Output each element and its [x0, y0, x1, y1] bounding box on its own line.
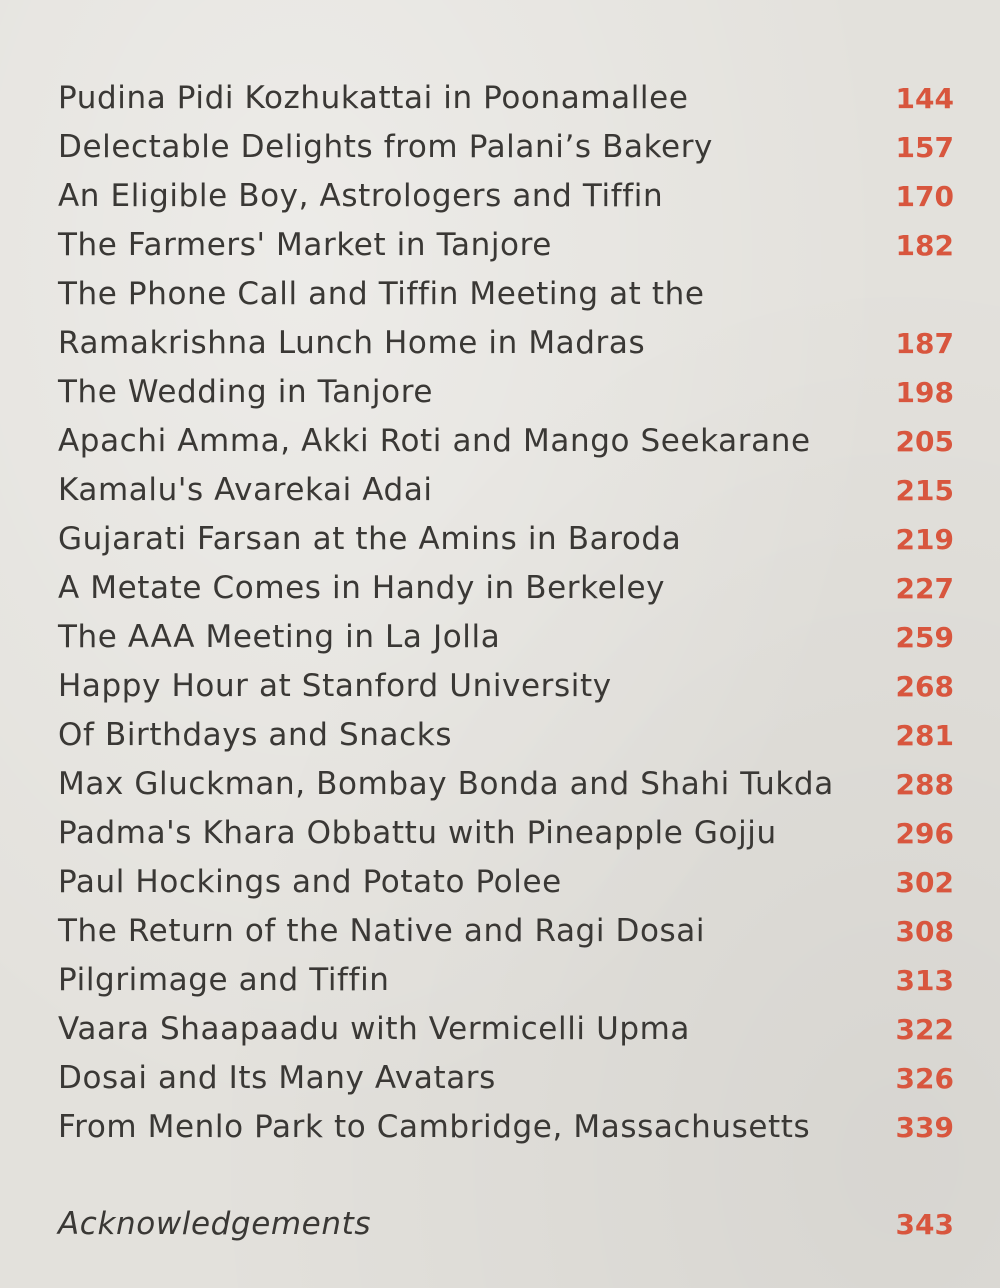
- toc-entry-page: 144: [895, 82, 954, 115]
- toc-entry-title: The Wedding in Tanjore: [58, 374, 434, 410]
- toc-entry-title: From Menlo Park to Cambridge, Massachusetts: [58, 1109, 811, 1145]
- toc-entry-title: Of Birthdays and Snacks: [58, 717, 453, 753]
- toc-entry: [58, 662, 958, 711]
- toc-entry-title: Pudina Pidi Kozhukattai in Poonamallee: [58, 80, 689, 116]
- toc-entry-acknowledgements: [58, 1200, 958, 1249]
- toc-entry-page: 205: [895, 425, 954, 458]
- toc-entry-title: A Metate Comes in Handy in Berkeley: [58, 570, 666, 606]
- toc-entry-page: 268: [895, 670, 954, 703]
- toc-entry: [58, 221, 958, 270]
- toc-entry-page: 281: [895, 719, 954, 752]
- toc-entry-title: Pilgrimage and Tiffin: [58, 962, 390, 998]
- toc-entry: [58, 270, 958, 368]
- table-of-contents: [58, 74, 958, 1249]
- toc-entry-title: The Return of the Native and Ragi Dosai: [58, 913, 706, 949]
- toc-entry-page: 296: [895, 817, 954, 850]
- toc-entry-title: The Phone Call and Tiffin Meeting at the Ramakrishna Lunch Home in Madras: [58, 276, 705, 361]
- toc-entry-page: 198: [895, 376, 954, 409]
- toc-entry: [58, 466, 958, 515]
- toc-entry-page: 187: [895, 327, 954, 360]
- toc-entry-title: An Eligible Boy, Astrologers and Tiffin: [58, 178, 664, 214]
- toc-entry-title: Happy Hour at Stanford University: [58, 668, 612, 704]
- toc-entry: [58, 123, 958, 172]
- toc-entry-page: 227: [895, 572, 954, 605]
- toc-entry: [58, 417, 958, 466]
- toc-entry: [58, 172, 958, 221]
- toc-entry: [58, 368, 958, 417]
- toc-entry-page: 308: [895, 915, 954, 948]
- toc-entry-title: Paul Hockings and Potato Polee: [58, 864, 562, 900]
- toc-entry: [58, 74, 958, 123]
- toc-entry-title: Apachi Amma, Akki Roti and Mango Seekarane: [58, 423, 811, 459]
- toc-entry: [58, 760, 958, 809]
- toc-entry-page: 219: [895, 523, 954, 556]
- toc-entry-title: Vaara Shaapaadu with Vermicelli Upma: [58, 1011, 691, 1047]
- acknowledgements-page: 343: [895, 1208, 954, 1241]
- toc-entry-page: 157: [895, 131, 954, 164]
- toc-entry-page: 182: [895, 229, 954, 262]
- toc-entry: [58, 956, 958, 1005]
- toc-entry-title: Delectable Delights from Palani’s Bakery: [58, 129, 713, 165]
- toc-entry-title: Dosai and Its Many Avatars: [58, 1060, 496, 1096]
- toc-entry-page: 259: [895, 621, 954, 654]
- toc-entry: [58, 907, 958, 956]
- toc-entry-page: 170: [895, 180, 954, 213]
- toc-entry-title: Gujarati Farsan at the Amins in Baroda: [58, 521, 682, 557]
- toc-entry-title: Padma's Khara Obbattu with Pineapple Gojju: [58, 815, 777, 851]
- acknowledgements-title: Acknowledgements: [58, 1206, 372, 1242]
- toc-entry: [58, 515, 958, 564]
- toc-entry: [58, 613, 958, 662]
- toc-entry: [58, 809, 958, 858]
- toc-entry-title: Kamalu's Avarekai Adai: [58, 472, 433, 508]
- toc-entry-page: 322: [895, 1013, 954, 1046]
- toc-entry: [58, 1103, 958, 1152]
- toc-entry-page: 302: [895, 866, 954, 899]
- toc-entry-page: 326: [895, 1062, 954, 1095]
- toc-entry-title: The Farmers' Market in Tanjore: [58, 227, 552, 263]
- toc-entry: [58, 564, 958, 613]
- toc-entry: [58, 1054, 958, 1103]
- toc-entry-page: 288: [895, 768, 954, 801]
- toc-entry: [58, 858, 958, 907]
- toc-entry-page: 215: [895, 474, 954, 507]
- toc-entry: [58, 711, 958, 760]
- toc-entry-title: Max Gluckman, Bombay Bonda and Shahi Tukda: [58, 766, 834, 802]
- toc-entry-page: 339: [895, 1111, 954, 1144]
- toc-entry-page: 313: [895, 964, 954, 997]
- toc-entry-title: The AAA Meeting in La Jolla: [58, 619, 501, 655]
- toc-entry: [58, 1005, 958, 1054]
